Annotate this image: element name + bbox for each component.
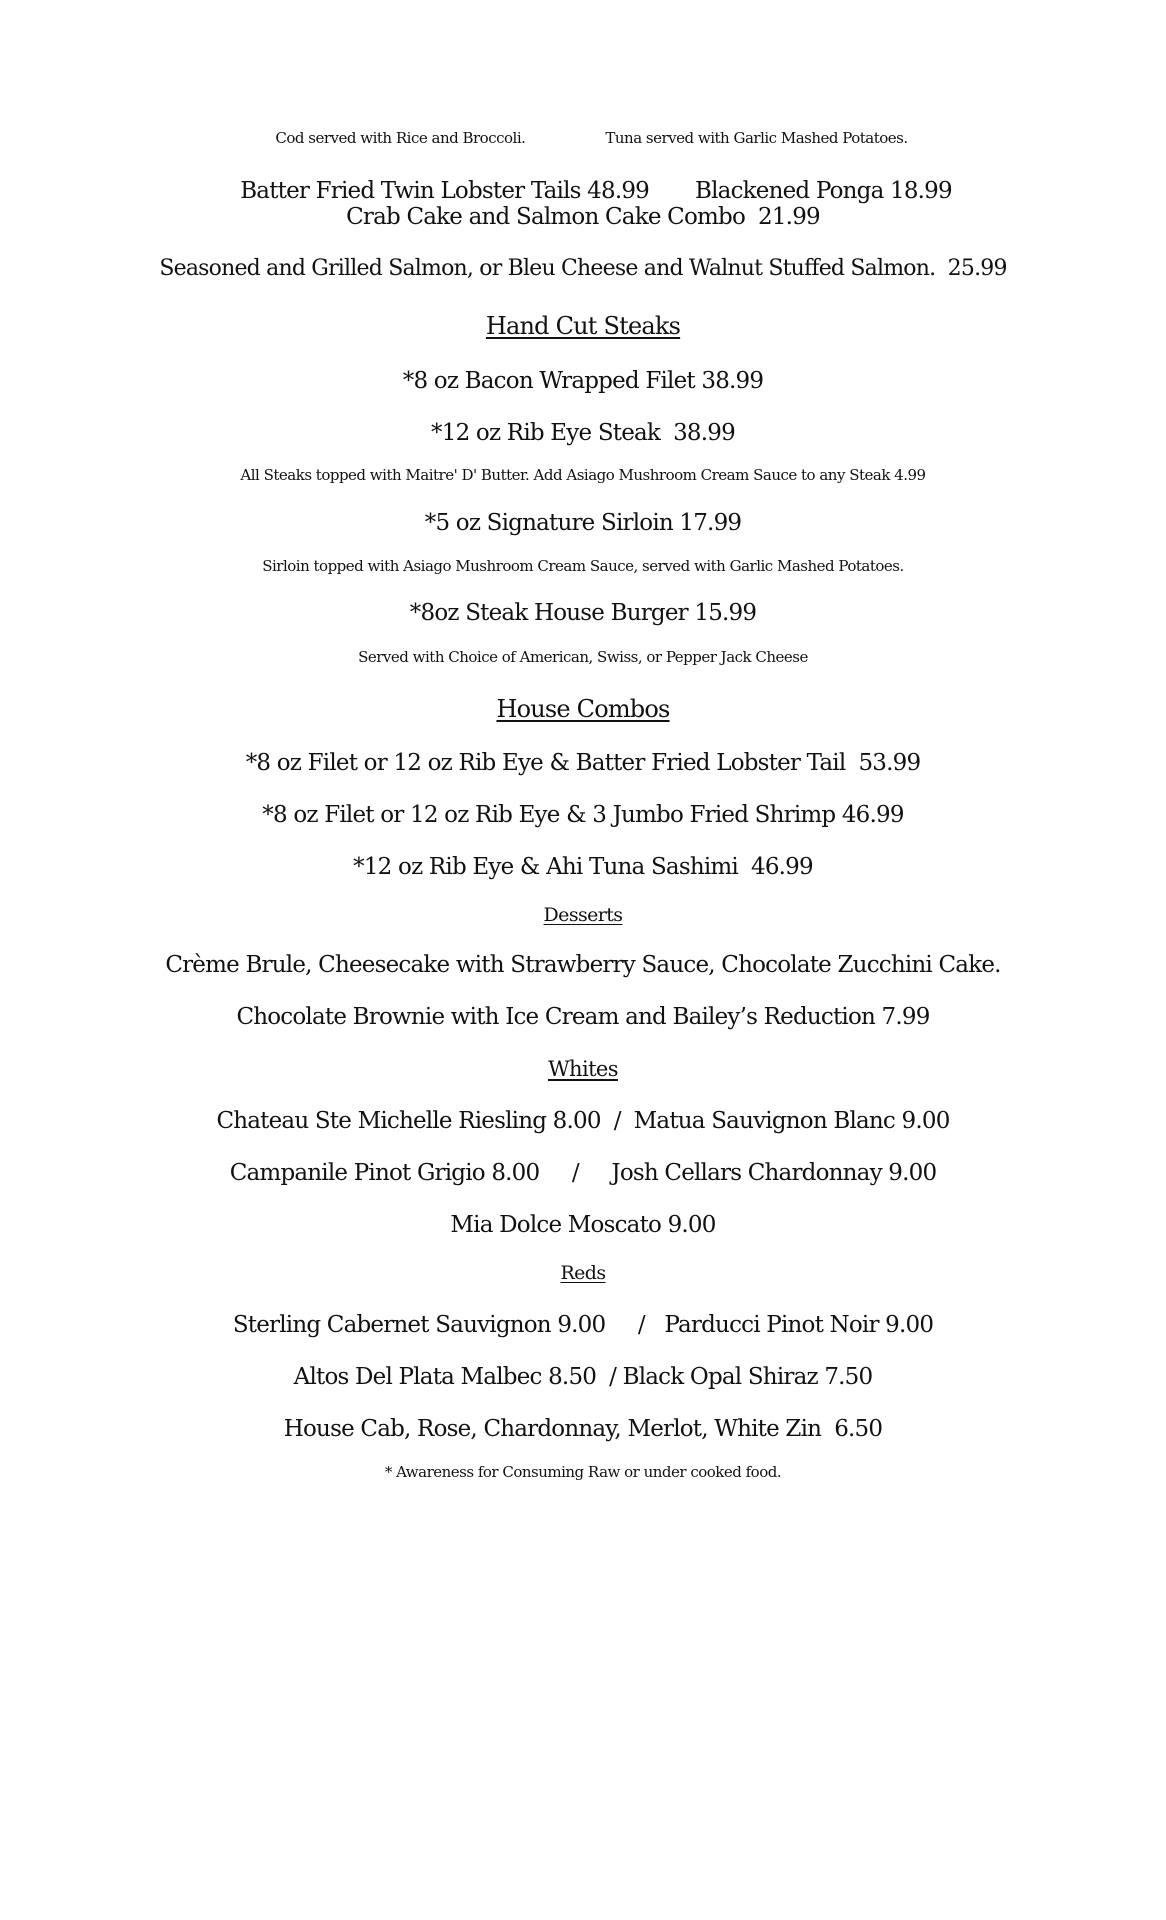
- section-heading-combos: House Combos: [496, 695, 670, 723]
- tuna-note: Tuna served with Garlic Mashed Potatoes.: [605, 129, 908, 147]
- menu-item-shrimp-combo: *8 oz Filet or 12 oz Rib Eye & 3 Jumbo Fried Shrimp 46.99: [262, 802, 904, 828]
- steak-note: All Steaks topped with Maitre' D' Butter. Add Asiago Mushroom Cream Sauce to any Steak 4.99: [240, 466, 926, 484]
- whites-line-2: Campanile Pinot Grigio 8.00 / Josh Cellars Chardonnay 9.00: [229, 1160, 937, 1186]
- menu-item-filet: *8 oz Bacon Wrapped Filet 38.99: [402, 368, 764, 394]
- section-heading-desserts: Desserts: [543, 904, 623, 926]
- menu-item-rib-eye: *12 oz Rib Eye Steak 38.99: [431, 420, 735, 446]
- menu-item-lobster-combo: *8 oz Filet or 12 oz Rib Eye & Batter Fried Lobster Tail 53.99: [245, 750, 921, 776]
- sirloin-note: Sirloin topped with Asiago Mushroom Cream Sauce, served with Garlic Mashed Potatoes.: [262, 557, 904, 575]
- burger-note: Served with Choice of American, Swiss, or Pepper Jack Cheese: [358, 648, 808, 666]
- menu-item-brownie: Chocolate Brownie with Ice Cream and Bailey’s Reduction 7.99: [236, 1004, 930, 1030]
- dessert-list: Crème Brule, Cheesecake with Strawberry Sauce, Chocolate Zucchini Cake.: [165, 952, 1001, 978]
- whites-line-1: Chateau Ste Michelle Riesling 8.00 / Matua Sauvignon Blanc 9.00: [216, 1108, 950, 1134]
- menu-item-tuna-combo: *12 oz Rib Eye & Ahi Tuna Sashimi 46.99: [353, 854, 813, 880]
- section-heading-reds: Reds: [560, 1262, 606, 1284]
- menu-item-salmon: Seasoned and Grilled Salmon, or Bleu Cheese and Walnut Stuffed Salmon. 25.99: [159, 256, 1007, 281]
- menu-item-sirloin: *5 oz Signature Sirloin 17.99: [424, 510, 742, 536]
- awareness-note: * Awareness for Consuming Raw or under cooked food.: [384, 1463, 782, 1481]
- cod-note: Cod served with Rice and Broccoli.: [275, 129, 526, 147]
- reds-line-3: House Cab, Rose, Chardonnay, Merlot, White Zin 6.50: [283, 1416, 883, 1442]
- reds-line-1: Sterling Cabernet Sauvignon 9.00 / Parducci Pinot Noir 9.00: [232, 1312, 934, 1338]
- menu-item-lobster-tails: Batter Fried Twin Lobster Tails 48.99: [240, 178, 649, 204]
- reds-line-2: Altos Del Plata Malbec 8.50 / Black Opal Shiraz 7.50: [293, 1364, 873, 1390]
- section-heading-whites: Whites: [548, 1057, 618, 1081]
- menu-item-crab-salmon-combo: Crab Cake and Salmon Cake Combo 21.99: [346, 204, 820, 230]
- section-heading-steaks: Hand Cut Steaks: [485, 312, 681, 340]
- whites-line-3: Mia Dolce Moscato 9.00: [450, 1212, 716, 1238]
- menu-item-burger: *8oz Steak House Burger 15.99: [409, 600, 757, 626]
- menu-item-ponga: Blackened Ponga 18.99: [695, 178, 952, 204]
